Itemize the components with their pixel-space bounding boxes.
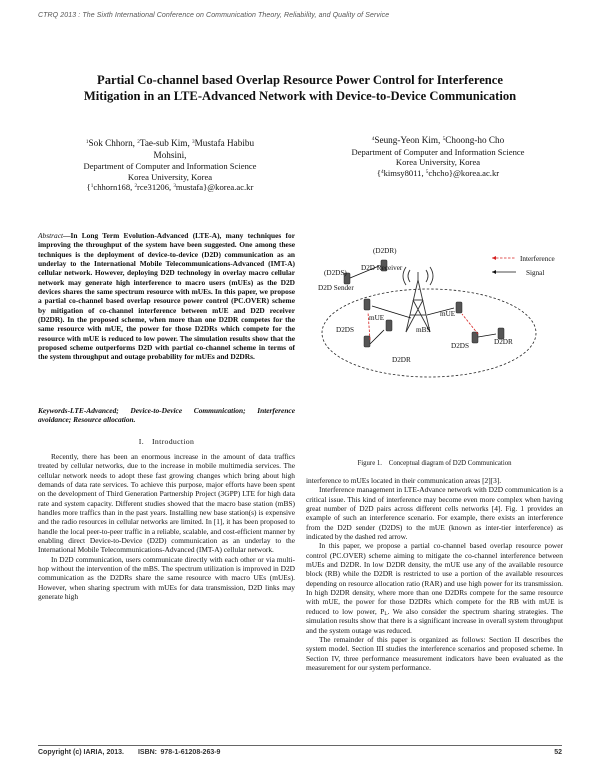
paragraph: In D2D communication, users communicate directly with each other or via multi-hop without the intervention of the mBS. The spectrum utilization is improved in D2D communication as the D2DRs share the same resource with macro UEs (mUEs). However, when sharing spectrum with mUEs for data transmission, D2D links may generate high xyxy=(38,554,295,602)
paragraph: interference to mUEs located in their communication areas [2][3]. xyxy=(306,476,502,485)
legend xyxy=(492,255,555,277)
author-email-right: {$^4$kimsy8011, $^5$chcho}@korea.ac.kr xyxy=(376,167,500,178)
author-email-left: {$^1$chhorn168, $^2$rce31206, $^3$mustafa}@korea.ac.kr xyxy=(86,182,254,193)
legend-interference-label: Interference xyxy=(520,255,555,263)
paragraph: The remainder of this paper is organized as follows: Section II describes the system model. Section III studies the interference scenarios and proposed scheme. In Section IV, three performance measurement indicators have been evaluated as the measurement for our system performance. xyxy=(306,634,563,672)
footer-copyright: Copyright (c) IARIA, 2013. ISBN: 978-1-61208-263-9 xyxy=(38,749,221,756)
title-line-1: Partial Co-channel based Overlap Resource Power Control for Interference xyxy=(97,73,503,87)
author-names-left: $^1$Sok Chhorn, $^2$Tae-sub Kim, $^3$Mustafa Habibu xyxy=(85,138,255,148)
author-dept-left: Department of Computer and Information Science xyxy=(83,161,257,172)
title-line-2: Mitigation in an LTE-Advanced Network with Device-to-Device Communication xyxy=(83,89,517,103)
paragraph: Recently, there has been an enormous increase in the amount of data traffics treated by cellular networks, due to the increase in mobile multimedia services. The cellular network needs to adopt these fast growing changes which bring about high demands of data rate services. To achieve this purpose, major efforts have been spent on the development of Third Generation Partnership Project (3GPP) LTE for high data rate and system capacity. Different studies showed that the macro base station (mBS) handles more traffics than in the past years. Installing new base station(s) is expensive and the radio resources in cellular networks are limited. In [1], it has been proposed to handle the local peer-to-peer traffic in a reliable, scalable, and cost-efficient manner by enabling direct Device-to-Device (D2D) communication as an underlay to the International Mobile Telecommunications-Advanced (IMT-A) cellular network. xyxy=(38,452,295,555)
paragraph: Interference management in LTE-Advance network with D2D communication is a critical issue. This kind of interference may become even more complex when having great number of D2D pairs across different cells networks [4]. Fig. 1 provides an example of such an interference scenario. For example, there exists an interference from the D2D sender (D2DS) to the mUE (known as inter-tier interference) as indicated by the dashed red arrow. xyxy=(306,485,563,542)
label-d2ds-right: D2DS xyxy=(451,342,469,350)
left-column-body xyxy=(38,452,295,602)
label-mue-left: mUE xyxy=(369,314,385,322)
keywords: Keywords-LTE-Advanced; Device-to-Device Communication; Interference avoidance; Resource allocation. xyxy=(38,406,295,425)
figure-d2d-diagram xyxy=(306,240,563,442)
label-d2ds-left: D2DS xyxy=(336,326,354,334)
label-d2d-receiver: D2D Receiver xyxy=(361,264,403,272)
mbs-tower-icon xyxy=(403,267,433,332)
label-mbs: mBS xyxy=(416,326,431,334)
author-univ-left: Korea University, Korea xyxy=(127,171,213,182)
label-d2dr-top: (D2DR) xyxy=(373,247,397,255)
abstract xyxy=(38,231,295,362)
author-names-left-line2: Mohsini, xyxy=(153,149,187,160)
label-d2dr-right: D2DR xyxy=(494,338,513,346)
legend-signal-arrowhead xyxy=(492,270,496,274)
figure-caption: Figure 1. Conceptual diagram of D2D Communication xyxy=(357,460,512,467)
paragraph: In this paper, we propose a partial co-channel based overlap resource power control (PC.OVER) scheme aiming to mitigate the co-channel interference between mUEs and D2DR. In low D2DR density, the mUE use any of the available resource block (RB) while the D2DR is restricted to use a portion of the available resources depending on resource allocation ratio (RAR) and use high power for its transmission. In high D2DR density, where more than one D2DRs compete for the same resource with mUE, the power for those D2DRs which compete for the RB with mUE is reduced to low power, $P_L$. We also consider the spectrum sharing strategies. The simulation results show that there is a significant increase in overall system throughput and the system outage was reduced. xyxy=(306,541,563,635)
author-univ-right: Korea University, Korea xyxy=(395,157,481,168)
author-dept-right: Department of Computer and Information Science xyxy=(351,146,525,157)
label-d2dr-bottom: D2DR xyxy=(392,356,411,364)
legend-interference-arrowhead xyxy=(492,256,496,260)
author-names-right: $^4$Seung-Yeon Kim, $^5$Choong-ho Cho xyxy=(371,135,505,145)
paper-title xyxy=(40,72,560,104)
label-d2ds-top: (D2DS) xyxy=(324,269,347,277)
legend-signal-label: Signal xyxy=(526,269,545,277)
footer-rule xyxy=(38,745,562,746)
author-block-right xyxy=(318,135,558,178)
label-d2d-sender: D2D Sender xyxy=(318,284,354,292)
author-block-left xyxy=(50,138,290,193)
label-mue-right: mUE xyxy=(440,310,456,318)
section-heading-introduction: I. Introduction xyxy=(138,437,195,446)
conference-header: CTRQ 2013 : The Sixth International Conference on Communication Theory, Reliability, and Quality of Service xyxy=(38,12,390,19)
page-number: 52 xyxy=(554,749,562,756)
abstract-text: —In Long Term Evolution-Advanced (LTE-A), many techniques for improving the throughput of the system have been suggested. One among these techniques is the deployment of device-to-device (D2D) communication as an underlay to the International Mobile Telecommunications-Advanced (IMT-A) cellular network. However, deploying D2D technology in overlay macro cellular network may generate high interference to macro users (mUEs) as the D2D devices shares the same spectrum resource with mUEs. In this paper, we propose a partial co-channel based overlap resource power control (PC.OVER) scheme by mitigation of co-channel interference between mUE and D2D receiver (D2DR). In the proposed scheme, when more than one D2DR competes for the same resource with mUE, the power for those D2DRs which compete for the resource with mUE is reduced to low power. The simulation results show that the proposed scheme outperforms D2D with partial co-channel scheme in terms of the system throughput and outage probability for mUEs and D2DRs. xyxy=(38,231,295,362)
right-column-body xyxy=(306,476,563,672)
abstract-lead: Abstract xyxy=(38,231,64,240)
